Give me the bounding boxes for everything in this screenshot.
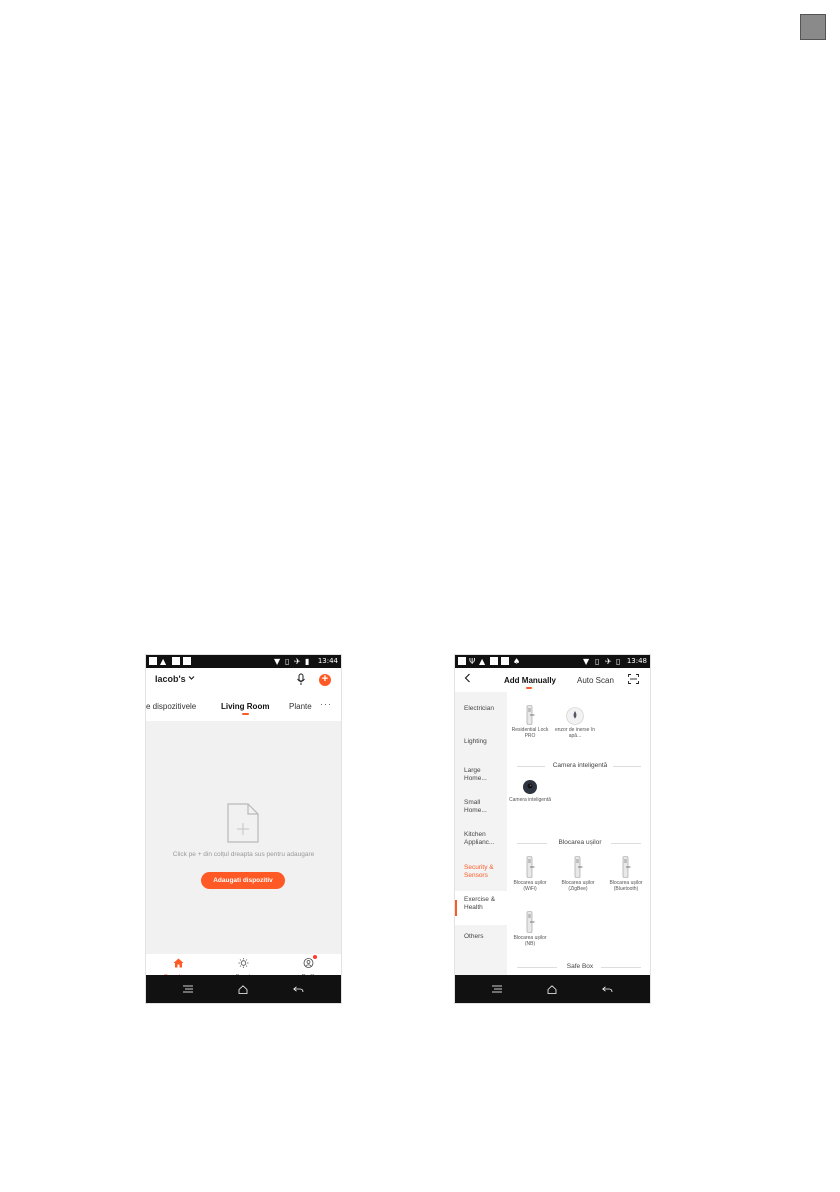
section-title-locks: Blocarea ușilor bbox=[558, 839, 602, 846]
profile-icon bbox=[303, 958, 314, 968]
more-icon[interactable]: ··· bbox=[320, 699, 332, 709]
status-time: 13:48 bbox=[626, 657, 647, 665]
device-label: Blocarea ușilor (ZigBee) bbox=[561, 880, 595, 892]
tab-auto-scan[interactable]: Auto Scan bbox=[577, 676, 614, 685]
device-lock-nb[interactable] bbox=[508, 911, 552, 947]
menu-icon[interactable] bbox=[482, 975, 512, 1003]
category-others[interactable]: Others bbox=[464, 933, 484, 940]
notification-icon bbox=[458, 657, 466, 665]
device-label: Blocarea ușilor (NB) bbox=[513, 935, 547, 947]
menu-icon[interactable] bbox=[173, 975, 203, 1003]
notification-icon bbox=[490, 657, 498, 665]
tab-all-devices[interactable]: e dispozitivele bbox=[146, 702, 197, 711]
tab-plante[interactable]: Plante bbox=[289, 702, 312, 711]
camera-icon bbox=[522, 779, 538, 795]
airplane-icon: ✈ bbox=[605, 657, 612, 666]
divider bbox=[611, 843, 641, 844]
device-residential-lock[interactable] bbox=[508, 705, 552, 739]
device-water-sensor[interactable] bbox=[553, 707, 597, 739]
category-security-sensors[interactable]: Security & Sensors bbox=[464, 864, 494, 879]
status-bar bbox=[146, 655, 341, 668]
door-lock-icon bbox=[525, 705, 535, 725]
warning-icon: ▲ bbox=[160, 657, 167, 666]
phone-home-screen bbox=[146, 655, 341, 1003]
microphone-icon[interactable] bbox=[296, 673, 306, 686]
battery-icon: ▯ bbox=[616, 657, 621, 666]
phone-add-device-screen bbox=[455, 655, 650, 1003]
home-nav-icon[interactable] bbox=[537, 975, 567, 1003]
notification-icon bbox=[183, 657, 191, 665]
status-time: 13:44 bbox=[317, 657, 338, 665]
section-title-camera: Camera inteligentă bbox=[552, 762, 608, 769]
back-nav-icon[interactable] bbox=[592, 975, 622, 1003]
home-nav-icon[interactable] bbox=[228, 975, 258, 1003]
notification-badge bbox=[313, 955, 317, 959]
active-category-bar bbox=[455, 900, 457, 916]
device-label: Residential Lock PRO bbox=[511, 727, 549, 739]
door-lock-icon bbox=[525, 856, 535, 878]
home-name[interactable]: Iacob's bbox=[155, 674, 186, 684]
device-list-empty bbox=[146, 721, 341, 954]
scan-icon[interactable] bbox=[628, 674, 639, 684]
category-electrician[interactable]: Electrician bbox=[464, 705, 494, 712]
device-lock-wifi[interactable] bbox=[508, 856, 552, 892]
category-kitchen[interactable]: Kitchen Applianc... bbox=[464, 831, 495, 846]
tab-add-manually[interactable]: Add Manually bbox=[504, 676, 557, 685]
room-tabs bbox=[146, 702, 341, 718]
back-icon[interactable] bbox=[464, 673, 471, 683]
airplane-icon: ✈ bbox=[294, 657, 301, 666]
tab-living-room[interactable]: Living Room bbox=[221, 702, 270, 711]
no-sim-icon: ▯ bbox=[285, 657, 290, 666]
notification-icon bbox=[172, 657, 180, 665]
notification-icon bbox=[149, 657, 157, 665]
back-nav-icon[interactable] bbox=[283, 975, 313, 1003]
wifi-icon: ▼ bbox=[583, 657, 590, 666]
add-device-button[interactable]: Adaugati dispozitiv bbox=[201, 872, 285, 889]
status-bar bbox=[455, 655, 650, 668]
water-drop-icon bbox=[566, 707, 584, 725]
sun-icon bbox=[238, 958, 249, 968]
bottom-tab-bar bbox=[146, 954, 341, 975]
device-lock-bluetooth[interactable] bbox=[604, 856, 648, 892]
device-label: Blocarea ușilor (WiFi) bbox=[513, 880, 547, 892]
category-lighting[interactable]: Lighting bbox=[464, 738, 487, 745]
empty-document-icon bbox=[226, 802, 260, 844]
device-label: Camera inteligentă bbox=[509, 797, 551, 803]
warning-icon: ▲ bbox=[479, 657, 486, 666]
device-smart-camera[interactable] bbox=[508, 779, 552, 803]
category-exercise-health[interactable]: Exercise & Health bbox=[464, 896, 496, 911]
corner-marker bbox=[800, 14, 826, 40]
no-sim-icon: ▯ bbox=[595, 657, 600, 666]
chevron-down-icon[interactable] bbox=[188, 675, 195, 681]
add-device-icon[interactable]: + bbox=[319, 674, 331, 686]
home-icon bbox=[173, 958, 184, 968]
system-nav-bar bbox=[455, 975, 650, 1003]
battery-icon: ▮ bbox=[305, 657, 310, 666]
door-lock-icon bbox=[525, 911, 535, 933]
divider bbox=[601, 967, 641, 968]
wifi-icon: ▼ bbox=[274, 657, 281, 666]
device-label: enzor de inerse în apă... bbox=[554, 727, 596, 739]
category-large-home[interactable]: Large Home... bbox=[464, 767, 487, 782]
tab-indicator bbox=[242, 713, 249, 715]
category-sidebar bbox=[455, 692, 507, 975]
tab-indicator bbox=[526, 687, 532, 689]
usb-icon: Ψ bbox=[469, 657, 476, 666]
device-label: Blocarea ușilor (Bluetooth) bbox=[609, 880, 643, 892]
category-small-home[interactable]: Small Home... bbox=[464, 799, 487, 814]
system-nav-bar bbox=[146, 975, 341, 1003]
empty-hint: Click pe + din colțul dreapta sus pentru adaugare bbox=[172, 851, 315, 858]
device-lock-zigbee[interactable] bbox=[556, 856, 600, 892]
divider bbox=[613, 766, 641, 767]
section-title-safe-box: Safe Box bbox=[566, 963, 594, 970]
notification-icon bbox=[501, 657, 509, 665]
android-icon: ♠ bbox=[513, 657, 521, 666]
door-lock-icon bbox=[573, 856, 583, 878]
door-lock-icon bbox=[621, 856, 631, 878]
